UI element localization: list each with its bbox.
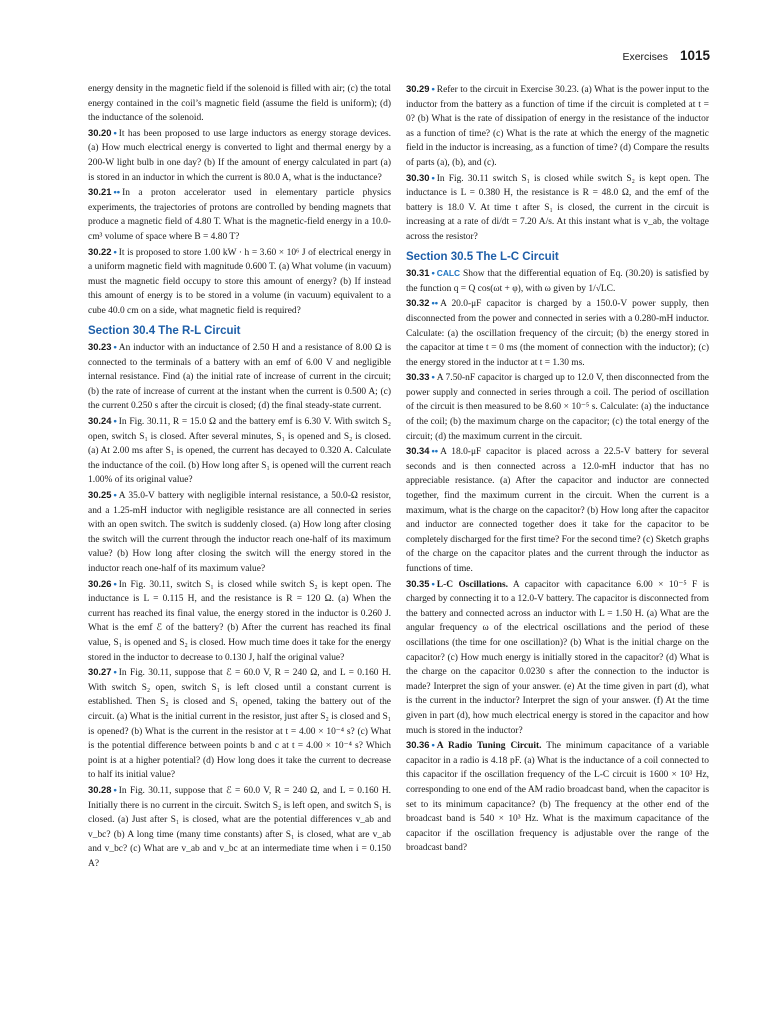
exercise bbox=[88, 245, 391, 319]
difficulty-dots: • bbox=[431, 372, 435, 384]
difficulty-dots: • bbox=[431, 578, 435, 590]
exercise-number: 30.32 bbox=[406, 297, 430, 309]
section-heading: Section 30.4 The R-L Circuit bbox=[88, 324, 241, 337]
exercise-text: Show that the differential equation of Eq. (30.20) is satisfied by the function q = Q cos(ωt + φ), with ω given by 1/√LC. bbox=[406, 269, 709, 294]
exercise bbox=[406, 370, 709, 444]
exercise-text: It has been proposed to use large inductors as energy storage devices. (a) How much electrical energy is converted to light and thermal energy by a 200-W light bulb in one day? (b) If the amount of energy calculated in part (a) is stored in an inductor in which the current is 80.0 A, what is the inductance? bbox=[88, 128, 391, 183]
exercise-number: 30.34 bbox=[406, 445, 430, 457]
exercise-text: A capacitor with capacitance 6.00 × 10⁻⁵ F is charged by connecting it to a 12.0-V battery. The capacitor is disconnected from the battery and connected across an inductor with L = 1.50 H. (a) What are the angular frequency ω of the electrical oscillations and the period of these oscillations (the time for one oscillation)? (b) What is the initial charge on the capacitor? (c) How much energy is initially stored in the capacitor? (d) What is the charge on the capacitor 0.0230 s after the connection to the inductor is made? Interpret the sign of your answer. (e) At the time given in part (d), what is the current in the inductor? Interpret the sign of your answer. (f) At the time given in part (d), how much electrical energy is stored in the capacitor and how much is stored in the inductor? bbox=[406, 579, 710, 736]
exercise bbox=[406, 82, 709, 171]
exercise-number: 30.21 bbox=[88, 186, 112, 198]
exercise bbox=[406, 738, 709, 856]
exercise-text: In Fig. 30.11, R = 15.0 Ω and the battery emf is 6.30 V. With switch S₂ open, switch S₁ is closed. After several minutes, S₁ is opened and S₂ is closed. (a) At 2.00 ms after S₁ is opened, the current has decayed to 0.320 A. Calculate the inductance of the coil. (b) How long after S₁ is opened will the current reach 1.00% of its original value? bbox=[88, 417, 391, 486]
exercise bbox=[88, 126, 391, 185]
exercise bbox=[406, 171, 709, 245]
difficulty-dots: •• bbox=[113, 187, 121, 199]
exercise-text: It is proposed to store 1.00 kW · h = 3.60 × 10⁶ J of electrical energy in a uniform magnetic field with magnitude 0.600 T. (a) What volume (in vacuum) must the magnetic field occupy to store this amount of energy? (b) If instead this amount of energy is to be stored in a volume (in vacuum) equivalent to a cube 40.0 cm on a side, what magnetic field is required? bbox=[88, 247, 391, 316]
exercise bbox=[88, 185, 391, 244]
exercise-text: In Fig. 30.11 switch S₁ is closed while switch S₂ is kept open. The inductance is L = 0.380 H, the resistance is R = 48.0 Ω, and the emf of the battery is 18.0 V. At time t after S₁ is closed, the current in the circuit is increasing at a rate of di/dt = 7.20 A/s. At this instant what is v_ab, the voltage across the resistor? bbox=[406, 173, 709, 242]
exercise-number: 30.35 bbox=[406, 577, 430, 589]
exercise-text: In Fig. 30.11, suppose that ℰ = 60.0 V, R = 240 Ω, and L = 0.160 H. Initially there is no current in the circuit. Switch S₂ is left open, and switch S₁ is closed. (a) Just after S₁ is closed, what are the potential differences v_ab and v_bc? (b) A long time (many time constants) after S₁ is closed, what are v_ab and v_bc? (c) What are v_ab and v_bc at an intermediate time when i = 0.150 A? bbox=[88, 785, 391, 869]
exercise-number: 30.22 bbox=[88, 245, 112, 257]
difficulty-dots: •• bbox=[431, 298, 439, 310]
continued-text: energy density in the magnetic field if the solenoid is filled with air; (c) the total energy contained in the coil’s magnetic field (assume the field is uniform); (d) the inductance of the solenoid. bbox=[88, 84, 391, 124]
exercise-text: Refer to the circuit in Exercise 30.23. (a) What is the power input to the inductor from the battery as a function of time if the circuit is completed at t = 0? (b) What is the rate of dissipation of energy in the resistance of the inductor as a function of time? (c) What is the rate at which the energy of the magnetic field in the inductor is increasing, as a function of time? (d) Compare the results of parts (a), (b), and (c). bbox=[406, 85, 709, 168]
page-header bbox=[622, 48, 710, 63]
calc-tag: CALC bbox=[436, 268, 461, 279]
exercise bbox=[88, 665, 391, 783]
exercise bbox=[406, 577, 709, 739]
exercise-title: A Radio Tuning Circuit. bbox=[436, 741, 542, 752]
exercise bbox=[88, 340, 391, 414]
right-column bbox=[406, 82, 709, 856]
running-head: Exercises bbox=[622, 51, 668, 63]
exercise bbox=[88, 414, 391, 488]
exercise-number: 30.29 bbox=[406, 83, 430, 94]
difficulty-dots: • bbox=[113, 784, 117, 796]
exercise-text: In Fig. 30.11, suppose that ℰ = 60.0 V, R = 240 Ω, and L = 0.160 H. With switch S₂ open, switch S₁ is left closed until a constant current is established. Then S₂ is closed and S₁ opened, taking the battery out of the circuit. (a) What is the initial current in the resistor, just after S₂ is closed and S₁ is opened? (b) What is the current in the resistor at t = 4.00 × 10⁻⁴ s? (c) What is the potential difference between points b and c at t = 4.00 × 10⁻⁴ s? Which point is at a higher potential? (d) How long does it take the current to decrease to half its initial value? bbox=[88, 668, 391, 781]
exercise-number: 30.27 bbox=[88, 666, 112, 678]
difficulty-dots: •• bbox=[431, 446, 439, 458]
left-column bbox=[88, 82, 391, 871]
exercise-text: An inductor with an inductance of 2.50 H and a resistance of 8.00 Ω is connected to the terminals of a battery with an emf of 6.00 V and negligible internal resistance. Find (a) the initial rate of increase of current in the circuit; (b) the rate of increase of current at the instant when the current is 0.500 A; (c) the current 0.250 s after the circuit is closed; (d) the final steady-state current. bbox=[88, 343, 391, 412]
exercise bbox=[88, 488, 391, 577]
exercise bbox=[406, 266, 709, 296]
section-heading: Section 30.5 The L-C Circuit bbox=[406, 250, 559, 263]
difficulty-dots: • bbox=[113, 246, 117, 258]
exercise-number: 30.31 bbox=[406, 267, 430, 279]
exercise-number: 30.28 bbox=[88, 783, 112, 795]
exercise-text: A 18.0-μF capacitor is placed across a 22.5-V battery for several seconds and is then connected across a 12.0-mH inductor that has no appreciable resistance. (a) After the capacitor and inductor are connected together, find the maximum current in the circuit. When the current is a maximum, what is the charge on the capacitor? (b) How long after the capacitor and inductor are connected together does it take for the capacitor to be completely discharged for the first time? For the second time? (c) Sketch graphs of the charge on the capacitor plates and the current through the inductor as functions of time. bbox=[406, 447, 709, 574]
exercise-text: A 35.0-V battery with negligible internal resistance, a 50.0-Ω resistor, and a 1.25-mH inductor with negligible resistance are all connected in series with an open switch. The switch is suddenly closed. (a) How long after closing the switch will the current through the inductor reach one-half of its maximum value? (b) How long after closing the switch will the energy stored in the inductor reach one-half of its maximum value? bbox=[88, 491, 391, 574]
exercise bbox=[88, 783, 391, 872]
exercise-number: 30.23 bbox=[88, 341, 112, 353]
exercise-text: In Fig. 30.11, switch S₁ is closed while switch S₂ is kept open. The inductance is L = 0.115 H, and the resistance is R = 120 Ω. (a) When the current has reached its final value, the energy stored in the inductor is 0.260 J. What is the emf ℰ of the battery? (b) After the current has reached its final value, S₁ is opened and S₂ is closed. How much time does it take for the energy stored in the inductor to decrease to 0.130 J, half the original value? bbox=[88, 579, 391, 663]
exercise-number: 30.30 bbox=[406, 171, 430, 183]
page-number: 1015 bbox=[679, 48, 710, 63]
exercise bbox=[406, 444, 709, 576]
difficulty-dots: • bbox=[113, 667, 117, 679]
exercise-text: The minimum capacitance of a variable capacitor in a radio is 4.18 pF. (a) What is the inductance of a coil connected to this capacitor if the oscillation frequency of the L-C circuit is 1600 × 10³ Hz, corresponding to one end of the AM radio broadcast band, when the capacitor is set to its minimum capacitance? (b) The frequency at the other end of the broadcast band is 540 × 10³ Hz. What is the maximum capacitance of the capacitor if the oscillation frequency is adjustable over the range of the broadcast band? bbox=[406, 741, 709, 854]
exercise-title: L-C Oscillations. bbox=[436, 579, 509, 590]
exercise-number: 30.26 bbox=[88, 577, 112, 589]
exercise-number: 30.25 bbox=[88, 489, 112, 501]
difficulty-dots: • bbox=[431, 268, 435, 280]
exercise-number: 30.20 bbox=[88, 126, 112, 138]
difficulty-dots: • bbox=[113, 342, 117, 354]
difficulty-dots: • bbox=[431, 172, 435, 184]
exercise-text: In a proton accelerator used in elementary particle physics experiments, the trajectories of protons are controlled by bending magnets that produce a magnetic field of 4.80 T. What is the magnetic-field energy in a 10.0-cm³ volume of space where B = 4.80 T? bbox=[88, 188, 391, 242]
difficulty-dots: • bbox=[431, 740, 435, 752]
difficulty-dots: • bbox=[431, 84, 435, 95]
exercise bbox=[88, 577, 391, 666]
exercise-number: 30.33 bbox=[406, 371, 430, 383]
difficulty-dots: • bbox=[113, 490, 117, 502]
exercise-number: 30.24 bbox=[88, 415, 112, 427]
exercise bbox=[406, 296, 709, 370]
difficulty-dots: • bbox=[113, 416, 117, 428]
difficulty-dots: • bbox=[113, 578, 117, 590]
exercise-number: 30.36 bbox=[406, 739, 430, 751]
difficulty-dots: • bbox=[113, 127, 117, 139]
exercise-text: A 20.0-μF capacitor is charged by a 150.0-V power supply, then disconnected from the power and connected in series with a 0.280-mH inductor. Calculate: (a) the oscillation frequency of the circuit; (b) the energy stored in the capacitor at time t = 0 ms (the moment of connection with the inductor); (c) the energy stored in the inductor at t = 1.30 ms. bbox=[406, 299, 709, 368]
exercise-text: A 7.50-nF capacitor is charged up to 12.0 V, then disconnected from the power supply and connected in series through a coil. The period of oscillation of the circuit is then measured to be 8.60 × 10⁻⁵ s. Calculate: (a) the inductance of the coil; (b) the maximum charge on the capacitor; (c) the total energy of the circuit; (d) the maximum current in the circuit. bbox=[406, 373, 709, 442]
